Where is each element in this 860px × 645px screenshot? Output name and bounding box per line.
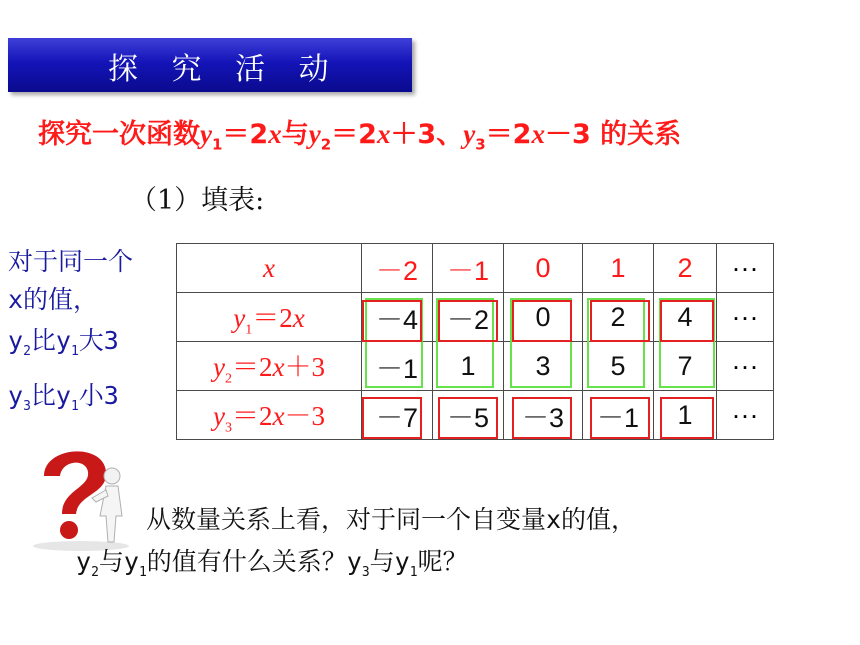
headline-y3-sub: 3 xyxy=(475,135,486,154)
question-line2 xyxy=(76,542,468,580)
table-cell: －1 xyxy=(362,342,433,391)
table-row-label-y2 xyxy=(177,342,362,391)
table-cell: －2 xyxy=(433,293,504,342)
headline-x1: x xyxy=(268,119,282,149)
row-label-y: y xyxy=(233,302,246,333)
highlight-red-box xyxy=(660,300,714,342)
row-label-rest: ＝2 xyxy=(232,400,273,431)
headline xyxy=(38,112,681,153)
side-note-line1: 对于同一个 xyxy=(8,247,134,276)
highlight-red-box xyxy=(362,300,422,342)
highlight-red-box xyxy=(438,397,498,439)
table-header-x-label: x xyxy=(263,252,275,283)
row-label-x: x xyxy=(272,400,285,431)
question-line1: 从数量关系上看，对于同一个自变量x的值， xyxy=(146,505,637,534)
highlight-red-box xyxy=(438,300,498,342)
headline-y2-sub: 2 xyxy=(320,135,332,154)
headline-mid1: 与 xyxy=(281,119,309,150)
side-note-line3-sub2: 1 xyxy=(70,344,79,359)
table-header-x xyxy=(177,244,362,293)
side-note-line4-sub: 3 xyxy=(23,399,31,414)
table-cell: 1 xyxy=(433,342,504,391)
side-note-line4-a: y xyxy=(8,381,24,410)
table-x-value: 1 xyxy=(583,244,654,293)
headline-prefix: 探究一次函数 xyxy=(38,119,200,150)
headline-tail3: －3 xyxy=(544,119,591,150)
row-label-x: x xyxy=(292,302,305,333)
headline-x2: x xyxy=(376,119,391,149)
table-cell: 3 xyxy=(504,342,583,391)
title-banner xyxy=(8,38,412,92)
table-ellipsis: ··· xyxy=(717,293,774,342)
headline-eq3: ＝2 xyxy=(485,119,532,150)
q-l2-sub3: 3 xyxy=(361,565,370,580)
q-l2-d: 与y xyxy=(369,547,410,576)
highlight-red-box xyxy=(362,397,422,439)
q-l2-e: 呢？ xyxy=(417,547,468,576)
highlight-red-box xyxy=(590,397,650,439)
table-cell: －4 xyxy=(362,293,433,342)
row-label-sub: 2 xyxy=(225,371,232,387)
q-l2-a: y xyxy=(76,547,92,576)
side-note-line4-c: 小3 xyxy=(78,381,119,410)
table-cell: －7 xyxy=(362,391,433,440)
headline-mid2: 、 xyxy=(436,119,464,150)
table-x-value: 2 xyxy=(654,244,717,293)
table-row-label-y3 xyxy=(177,391,362,440)
table-x-value: 0 xyxy=(504,244,583,293)
table-cell: －3 xyxy=(504,391,583,440)
headline-y1-sub: 1 xyxy=(211,135,223,154)
side-note-line4-sub2: 1 xyxy=(70,399,79,414)
q-l2-b: 与y xyxy=(98,547,139,576)
side-note-line3 xyxy=(8,323,119,370)
table-cell: 1 xyxy=(654,391,717,440)
side-note-line3-sub: 2 xyxy=(23,344,31,359)
q-l2-sub4: 1 xyxy=(409,565,418,580)
row-label-x: x xyxy=(272,351,285,382)
headline-y2: y xyxy=(308,119,321,149)
row-label-sub: 3 xyxy=(225,420,232,436)
side-note-line3-b: 比y xyxy=(30,326,71,355)
side-note-line3-a: y xyxy=(8,326,24,355)
headline-y3: y xyxy=(463,119,476,149)
table-row-label-y1 xyxy=(177,293,362,342)
table-ellipsis: ··· xyxy=(717,391,774,440)
highlight-red-box xyxy=(512,397,572,439)
highlight-red-box xyxy=(512,300,572,342)
row-label-rest: ＝2 xyxy=(232,351,273,382)
row-label-tail: ＋3 xyxy=(284,351,325,382)
fill-table-label: （1）填表: xyxy=(130,185,265,216)
table-cell: 0 xyxy=(504,293,583,342)
table-cell: 2 xyxy=(583,293,654,342)
table-cell: 7 xyxy=(654,342,717,391)
table-ellipsis: ··· xyxy=(717,342,774,391)
side-note-line4 xyxy=(8,378,119,425)
row-label-sub: 1 xyxy=(245,322,253,338)
table-row-x xyxy=(177,244,774,293)
row-label-y: y xyxy=(213,400,225,431)
table-cell: 4 xyxy=(654,293,717,342)
table-x-value: －2 xyxy=(362,244,433,293)
side-note-line3-c: 大3 xyxy=(78,326,119,355)
highlight-red-box xyxy=(590,300,650,342)
headline-y1: y xyxy=(200,119,212,149)
headline-suffix: 的关系 xyxy=(590,119,682,150)
headline-tail2: ＋3 xyxy=(390,119,437,150)
row-label-y: y xyxy=(213,351,225,382)
table-cell: －5 xyxy=(433,391,504,440)
table-cell: －1 xyxy=(583,391,654,440)
headline-eq1: ＝2 xyxy=(222,119,269,150)
q-l2-sub1: 2 xyxy=(91,565,99,580)
question-mark-figure-icon xyxy=(26,432,136,552)
row-label-rest: ＝2 xyxy=(252,302,293,333)
table-cell: 5 xyxy=(583,342,654,391)
banner-title: 探 究 活 动 xyxy=(108,52,341,87)
table-x-value: －1 xyxy=(433,244,504,293)
headline-x3: x xyxy=(531,119,545,149)
side-note-line2: x的值， xyxy=(8,285,99,314)
highlight-red-box xyxy=(660,397,714,439)
headline-eq2: ＝2 xyxy=(331,119,377,150)
q-l2-c: 的值有什么关系？y xyxy=(146,547,362,576)
table-ellipsis: ··· xyxy=(717,244,774,293)
q-l2-sub2: 1 xyxy=(138,565,147,580)
row-label-tail: －3 xyxy=(284,400,325,431)
side-note-line4-b: 比y xyxy=(30,381,71,410)
